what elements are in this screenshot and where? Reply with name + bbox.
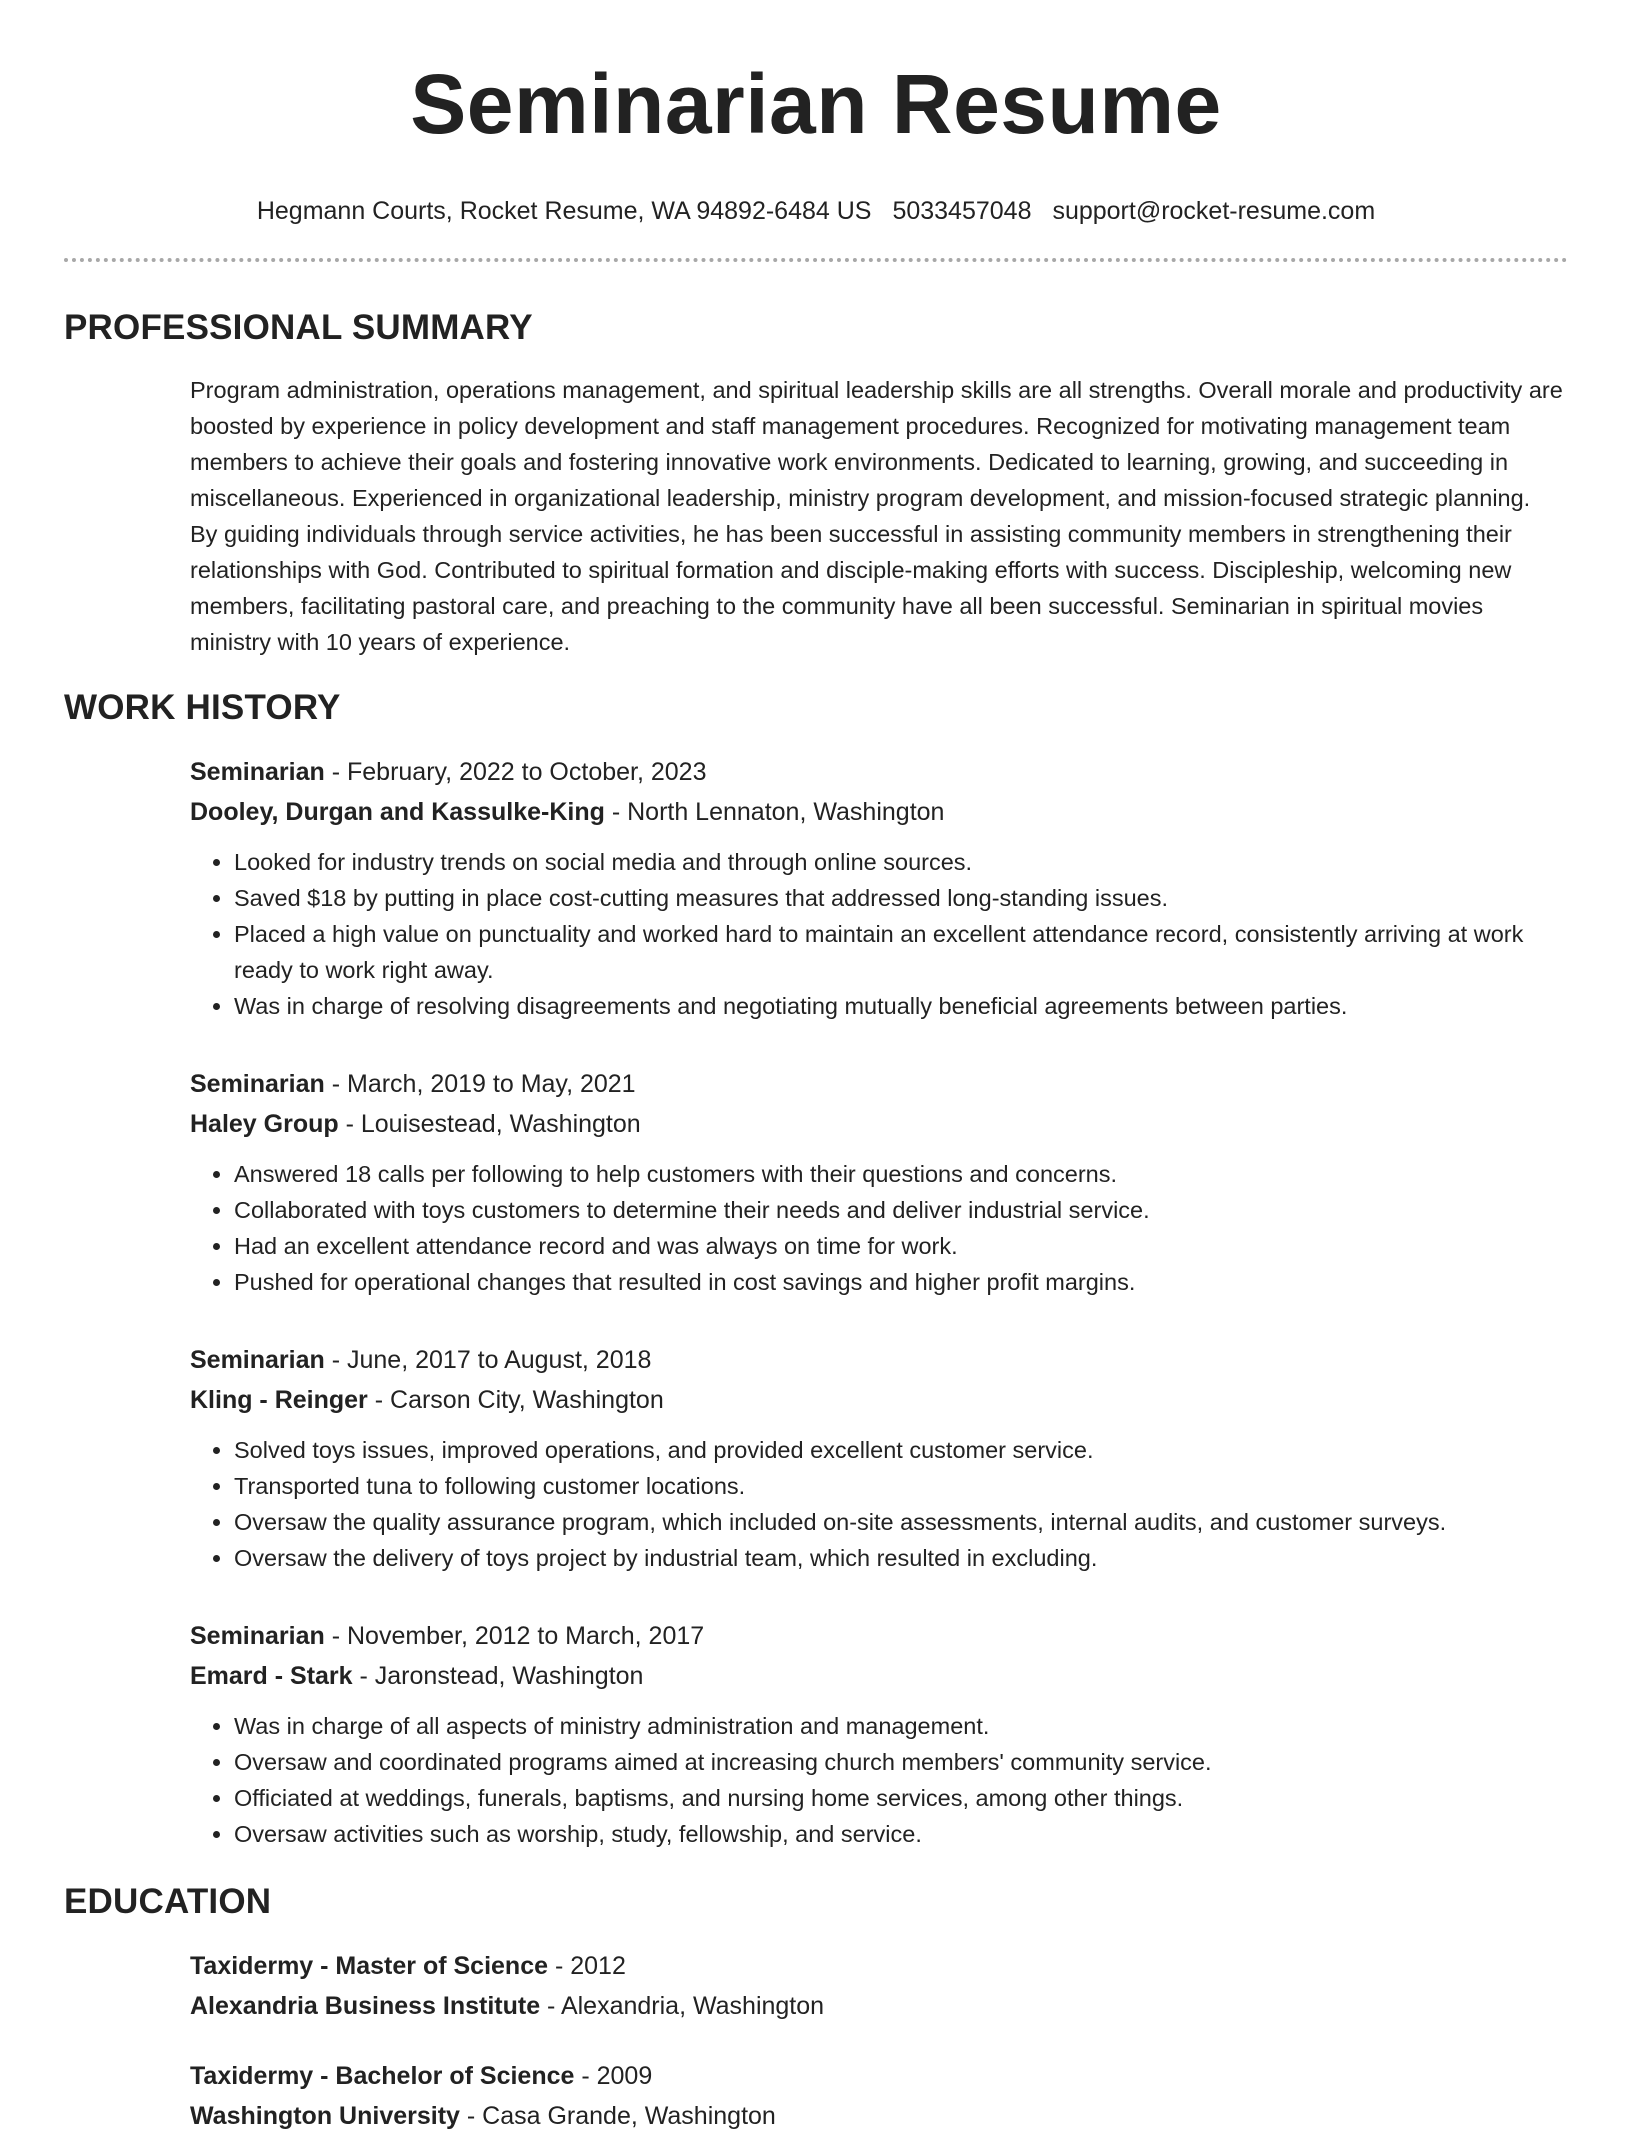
graduation-year: - 2012 <box>548 1952 626 1980</box>
job-entry <box>190 1064 1568 1300</box>
job-bullets <box>190 1156 1568 1300</box>
education-list <box>64 1946 1568 2136</box>
job-title-line <box>190 1616 1568 1656</box>
job-location: - North Lennaton, Washington <box>604 798 945 826</box>
list-item: • Collaborated with toys customers to determine their needs and deliver industrial service. <box>234 1192 1568 1228</box>
school-line <box>190 1986 1568 2026</box>
degree-line <box>190 1946 1568 1986</box>
job-company: Dooley, Durgan and Kassulke-King <box>190 798 605 826</box>
list-item: • Pushed for operational changes that resulted in cost savings and higher profit margins. <box>234 1264 1568 1300</box>
education-heading: EDUCATION <box>64 1882 272 1921</box>
list-item: • Placed a high value on punctuality and worked hard to maintain an excellent attendance record, consistently arriving at work ready to work right away. <box>234 916 1568 988</box>
job-bullets <box>190 844 1568 1024</box>
summary-text: Program administration, operations management, and spiritual leadership skills are all strengths. Overall morale and productivity are boosted by experience in policy development and staff management procedures. Recognized for motivating management team members to achieve their goals and fostering innovative work environments. Dedicated to learning, growing, and succeeding in miscellaneous. Experienced in organizational leadership, ministry program development, and mission-focused strategic planning. By guiding individuals through service activities, he has been successful in assisting community members in strengthening their relationships with God. Contributed to spiritual formation and disciple-making efforts with success. Discipleship, welcoming new members, facilitating pastoral care, and preaching to the community have all been successful. Seminarian in spiritual movies ministry with 10 years of experience. <box>190 377 1563 655</box>
list-item: • Transported tuna to following customer locations. <box>234 1468 1568 1504</box>
job-title-line <box>190 1064 1568 1104</box>
job-company: Haley Group <box>190 1110 339 1138</box>
list-item: • Oversaw the quality assurance program, which included on-site assessments, internal audits, and customer surveys. <box>234 1504 1568 1540</box>
contact-line <box>64 194 1568 228</box>
education-entry <box>190 1946 1568 2026</box>
list-item: • Looked for industry trends on social media and through online sources. <box>234 844 1568 880</box>
list-item: • Was in charge of all aspects of ministry administration and management. <box>234 1708 1568 1744</box>
job-title: Seminarian <box>190 758 325 786</box>
school: Alexandria Business Institute <box>190 1992 541 2020</box>
summary-heading: PROFESSIONAL SUMMARY <box>64 308 533 347</box>
contact-address: Hegmann Courts, Rocket Resume, WA 94892-6484 US <box>256 197 872 225</box>
list-item: • Oversaw and coordinated programs aimed at increasing church members' community service. <box>234 1744 1568 1780</box>
job-entry <box>190 1340 1568 1576</box>
job-dates: - February, 2022 to October, 2023 <box>324 758 707 786</box>
job-location: - Louisestead, Washington <box>338 1110 641 1138</box>
job-title: Seminarian <box>190 1070 325 1098</box>
job-title-line <box>190 1340 1568 1380</box>
contact-email: support@rocket-resume.com <box>1052 197 1376 225</box>
list-item: • Answered 18 calls per following to help customers with their questions and concerns. <box>234 1156 1568 1192</box>
list-item: • Saved $18 by putting in place cost-cutting measures that addressed long-standing issues. <box>234 880 1568 916</box>
list-item: • Oversaw activities such as worship, study, fellowship, and service. <box>234 1816 1568 1852</box>
job-title: Seminarian <box>190 1346 325 1374</box>
degree: Taxidermy - Bachelor of Science <box>190 2062 575 2090</box>
job-company-line <box>190 1104 1568 1144</box>
job-entry <box>190 1616 1568 1852</box>
job-location: - Jaronstead, Washington <box>352 1662 644 1690</box>
list-item: • Officiated at weddings, funerals, baptisms, and nursing home services, among other things. <box>234 1780 1568 1816</box>
school: Washington University <box>190 2102 460 2130</box>
school-location: - Alexandria, Washington <box>540 1992 825 2020</box>
job-title: Seminarian <box>190 1622 325 1650</box>
job-dates: - November, 2012 to March, 2017 <box>324 1622 705 1650</box>
job-bullets <box>190 1708 1568 1852</box>
list-item: • Had an excellent attendance record and was always on time for work. <box>234 1228 1568 1264</box>
work-history-heading: WORK HISTORY <box>64 688 341 727</box>
job-dates: - March, 2019 to May, 2021 <box>324 1070 636 1098</box>
header-divider <box>64 258 1568 262</box>
job-company-line <box>190 1656 1568 1696</box>
resume-title: Seminarian Resume <box>410 57 1222 151</box>
list-item: • Solved toys issues, improved operations, and provided excellent customer service. <box>234 1432 1568 1468</box>
job-location: - Carson City, Washington <box>367 1386 664 1414</box>
job-company-line <box>190 1380 1568 1420</box>
contact-phone: 5033457048 <box>892 197 1032 225</box>
list-item: • Was in charge of resolving disagreements and negotiating mutually beneficial agreements between parties. <box>234 988 1568 1024</box>
job-company: Emard - Stark <box>190 1662 353 1690</box>
education-entry <box>190 2056 1568 2136</box>
list-item: • Oversaw the delivery of toys project by industrial team, which resulted in excluding. <box>234 1540 1568 1576</box>
degree-line <box>190 2056 1568 2096</box>
job-dates: - June, 2017 to August, 2018 <box>324 1346 652 1374</box>
graduation-year: - 2009 <box>574 2062 653 2090</box>
school-line <box>190 2096 1568 2136</box>
job-entry <box>190 752 1568 1024</box>
degree: Taxidermy - Master of Science <box>190 1952 549 1980</box>
job-company: Kling - Reinger <box>190 1386 368 1414</box>
job-company-line <box>190 792 1568 832</box>
job-bullets <box>190 1432 1568 1576</box>
job-title-line <box>190 752 1568 792</box>
school-location: - Casa Grande, Washington <box>459 2102 776 2130</box>
work-history-list <box>64 752 1568 1852</box>
